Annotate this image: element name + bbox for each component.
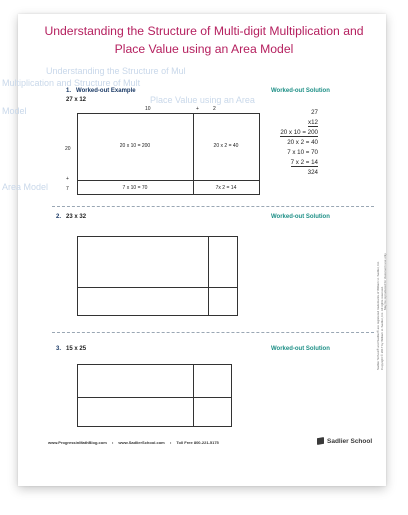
section-3-number: 3. [56, 346, 62, 352]
sadlier-logo-text: Sadlier School [327, 437, 373, 445]
area-model-3 [77, 364, 232, 427]
ghost-text-1: Understanding the Structure of Mul [46, 66, 186, 76]
section-divider-2 [52, 332, 374, 333]
sadlier-logo [317, 437, 372, 445]
section-1-problem: 27 x 12 [66, 97, 87, 103]
sadlier-logo-icon [317, 437, 324, 445]
area-top-label-2: 2 [213, 106, 216, 112]
page-title-line-1: Understanding the Structure of Multi-digit Multiplication and [44, 24, 364, 38]
area-model-1-divider-v [193, 113, 194, 195]
ghost-text-2: Multiplication and Structure of Mult [2, 78, 141, 88]
solution-step-1: 27 [311, 109, 318, 116]
solution-step-5: 7 x 10 = 70 [287, 149, 318, 156]
ghost-text-3: Place Value using an Area [150, 95, 255, 105]
area-model-2-divider-v [208, 236, 209, 316]
footer-site-1[interactable]: www.ProgressinMathBlog.com [48, 440, 107, 445]
footer-separator-1: • [111, 440, 114, 445]
ghost-text-5: Area Model [2, 182, 49, 192]
area-model-2-divider-h [77, 287, 238, 288]
solution-step-3: 20 x 10 = 200 [280, 129, 318, 136]
page-title-line-2: Place Value using an Area Model [114, 42, 294, 56]
area-model-3-divider-h [77, 397, 232, 398]
copyright-line-3: May be reproduced for classroom use only. [383, 252, 387, 310]
solution-step-6: 7 x 2 = 14 [290, 159, 318, 166]
section-2-problem: 23 x 32 [66, 214, 87, 220]
footer-site-2[interactable]: www.SadlierSchool.com [118, 440, 165, 445]
section-1-header [66, 88, 136, 94]
area-cell-top-right: 20 x 2 = 40 [213, 143, 239, 149]
area-cell-top-left: 20 x 10 = 200 [119, 143, 151, 149]
section-1-solution-label: Worked-out Solution [271, 88, 330, 94]
worked-solution-steps [262, 108, 318, 178]
section-3-problem: 15 x 25 [66, 346, 87, 352]
section-2-number: 2. [56, 214, 62, 220]
section-1-number: 1. [66, 88, 72, 94]
footer-links [48, 440, 223, 445]
area-left-label-20: 20 [65, 146, 71, 152]
solution-step-result: 324 [307, 169, 318, 176]
area-top-label-plus: + [196, 106, 199, 112]
area-model-1 [77, 113, 260, 195]
section-2-header [56, 214, 86, 220]
section-divider-1 [52, 206, 374, 207]
area-left-label-7: 7 [66, 186, 69, 192]
footer-separator-2: • [169, 440, 172, 445]
area-cell-bottom-left: 7 x 10 = 70 [122, 185, 148, 191]
section-3-header [56, 346, 86, 352]
area-model-3-divider-v [193, 364, 194, 427]
area-model-2 [77, 236, 238, 316]
section-2-solution-label: Worked-out Solution [271, 214, 330, 220]
area-cell-bottom-right: 7x 2 = 14 [215, 185, 237, 191]
page-title [40, 22, 368, 58]
section-1-label: Worked-out Example [76, 88, 136, 94]
copyright-line-1: Sadlier School® and Sadlier® are registered trademarks of William H. Sadlier, Inc. [376, 260, 380, 370]
area-left-label-plus: + [66, 176, 69, 182]
copyright-sidebar-2 [383, 110, 391, 370]
footer-phone: Toll Free 800-221-5175 [176, 440, 219, 445]
solution-step-2: x12 [308, 119, 318, 126]
copyright-line-2: Copyright © 2017 by William H. Sadlier, Inc. All rights reserved. [380, 286, 384, 370]
area-model-1-divider-h [77, 180, 260, 181]
ghost-text-4: Model [2, 106, 27, 116]
section-3-solution-label: Worked-out Solution [271, 346, 330, 352]
area-top-label-10: 10 [145, 106, 151, 112]
solution-step-4: 20 x 2 = 40 [287, 139, 318, 146]
